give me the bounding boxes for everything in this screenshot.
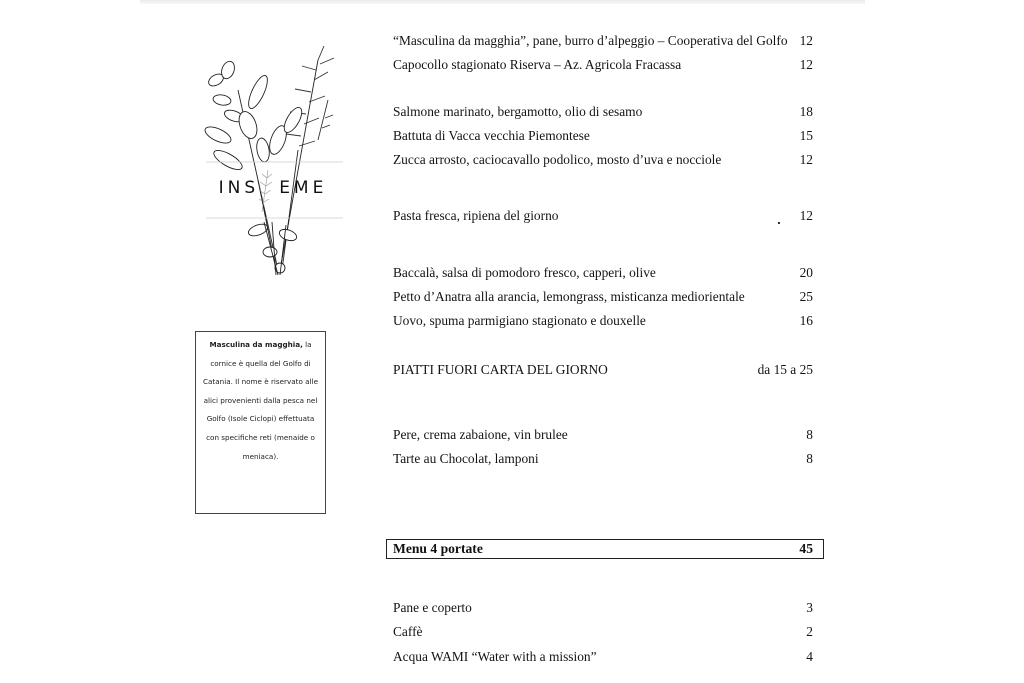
menu-item bbox=[393, 624, 813, 640]
item-price: 12 bbox=[799, 152, 813, 167]
item-name: Capocollo stagionato Riserva – Az. Agricola Fracassa bbox=[393, 57, 682, 72]
item-name: Caffè bbox=[393, 624, 423, 639]
item-price: 18 bbox=[799, 104, 813, 119]
menu-item bbox=[393, 208, 813, 224]
item-name: Tarte au Chocolat, lamponi bbox=[393, 451, 539, 466]
brand-wordmark bbox=[203, 178, 343, 198]
tasting-price: 45 bbox=[799, 541, 813, 556]
item-price: 2 bbox=[806, 624, 813, 639]
item-name: PIATTI FUORI CARTA DEL GIORNO bbox=[393, 362, 608, 377]
menu-item bbox=[393, 128, 813, 144]
item-price: 4 bbox=[806, 649, 813, 664]
item-price: 12 bbox=[799, 57, 813, 72]
item-price: 8 bbox=[806, 427, 813, 442]
item-name: Pane e coperto bbox=[393, 600, 472, 615]
item-price: 3 bbox=[806, 600, 813, 615]
menu-item bbox=[393, 289, 813, 305]
item-name: Pere, crema zabaione, vin brulee bbox=[393, 427, 568, 442]
tasting-menu-box bbox=[386, 539, 824, 559]
item-price: 12 bbox=[799, 33, 813, 48]
stray-dot bbox=[778, 222, 780, 224]
menu-item bbox=[393, 152, 813, 168]
item-name: Uovo, spuma parmigiano stagionato e douxelle bbox=[393, 313, 646, 328]
item-name: “Masculina da magghia”, pane, burro d’alpeggio – Cooperativa del Golfo bbox=[393, 33, 788, 48]
item-name: Battuta di Vacca vecchia Piemontese bbox=[393, 128, 590, 143]
item-price: 8 bbox=[806, 451, 813, 466]
brand-right: EME bbox=[279, 178, 328, 198]
note-text: la cornice è quella del Golfo di Catania. Il nome è riservato alle alici provenienti dalla pesca nel Golfo (Isole Ciclopi) effettuata con specifiche reti (menaide o meniaca). bbox=[203, 340, 318, 461]
item-price: da 15 a 25 bbox=[757, 362, 813, 377]
menu-item bbox=[393, 104, 813, 120]
page-top-edge bbox=[140, 0, 865, 4]
masculina-info-box bbox=[195, 331, 326, 514]
menu-item bbox=[393, 451, 813, 467]
item-price: 25 bbox=[799, 289, 813, 304]
note-title: Masculina da magghia, bbox=[209, 340, 303, 349]
item-price: 15 bbox=[799, 128, 813, 143]
brand-left: INS bbox=[218, 178, 260, 198]
specials-row bbox=[393, 362, 813, 378]
item-name: Pasta fresca, ripiena del giorno bbox=[393, 208, 559, 223]
item-name: Zucca arrosto, caciocavallo podolico, mosto d’uva e nocciole bbox=[393, 152, 722, 167]
menu-item bbox=[393, 649, 813, 665]
menu-item bbox=[393, 427, 813, 443]
menu-item bbox=[393, 33, 813, 49]
menu-item bbox=[393, 313, 813, 329]
menu-item bbox=[393, 265, 813, 281]
tasting-name: Menu 4 portate bbox=[393, 541, 483, 556]
item-name: Petto d’Anatra alla arancia, lemongrass, misticanza mediorientale bbox=[393, 289, 745, 304]
item-name: Acqua WAMI “Water with a mission” bbox=[393, 649, 597, 664]
menu-item bbox=[393, 57, 813, 73]
item-price: 16 bbox=[799, 313, 813, 328]
item-price: 20 bbox=[799, 265, 813, 280]
item-price: 12 bbox=[799, 208, 813, 223]
item-name: Salmone marinato, bergamotto, olio di sesamo bbox=[393, 104, 643, 119]
menu-item bbox=[393, 600, 813, 616]
herb-bouquet-illustration bbox=[198, 30, 348, 280]
item-name: Baccalà, salsa di pomodoro fresco, capperi, olive bbox=[393, 265, 656, 280]
